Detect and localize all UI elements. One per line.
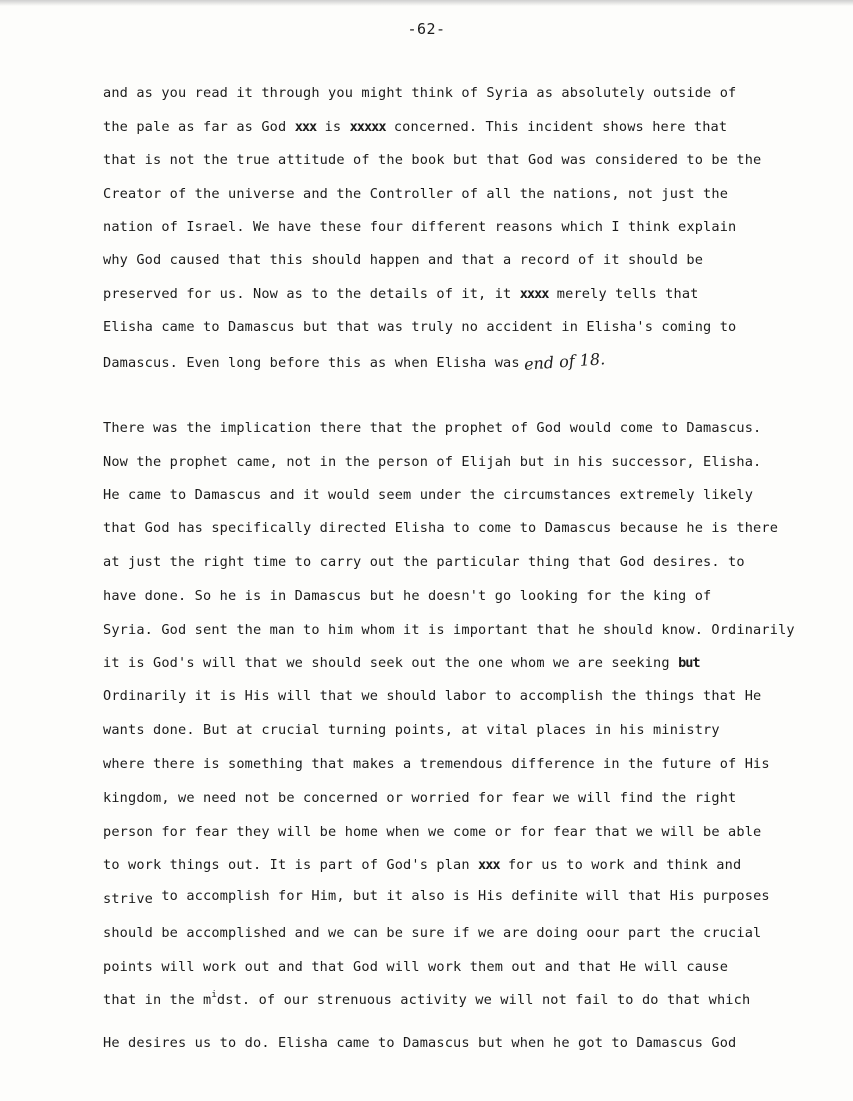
text-segment: kingdom, we need not be concerned or worried for fear we will find the right (103, 790, 737, 806)
text-segment: and as you read it through you might think of Syria as absolutely outside of (103, 85, 737, 101)
text-line (103, 254, 703, 268)
text-line (103, 792, 736, 806)
struck-out-text: xxxx (519, 286, 549, 302)
text-segment: is (316, 119, 350, 135)
text-segment: it is God's will that we should seek out the one whom we are seeking (103, 655, 679, 671)
text-line (103, 349, 606, 374)
text-line (103, 422, 761, 436)
text-line (103, 961, 728, 975)
page-number: -62- (407, 20, 446, 38)
text-line (103, 489, 753, 503)
text-segment: Creator of the universe and the Controller of all the nations, not just the (103, 186, 729, 202)
text-segment: Damascus. Even long before this as when Elisha was (103, 355, 520, 371)
text-line (103, 522, 778, 536)
text-line (103, 121, 727, 135)
text-line (103, 624, 795, 638)
text-segment: to accomplish for Him, but it also is His definite will that His purposes (153, 888, 770, 904)
text-line (103, 990, 751, 1008)
text-segment: have done. So he is in Damascus but he doesn't go looking for the king of (103, 588, 712, 604)
text-line (103, 826, 761, 840)
text-segment: that in the m (103, 992, 212, 1008)
text-line (103, 456, 761, 470)
text-line (103, 87, 736, 101)
struck-out-text: xxxxx (349, 119, 386, 135)
text-segment: He came to Damascus and it would seem under the circumstances extremely likely (103, 487, 754, 503)
text-line (103, 590, 711, 604)
text-segment: merely tells that (548, 286, 699, 302)
text-segment: Syria. God sent the man to him whom it is important that he should know. Ordinarily (103, 622, 795, 638)
struck-out-text: xxx (294, 119, 317, 135)
text-segment: He desires us to do. Elisha came to Damascus but when he got to Damascus God (103, 1035, 737, 1051)
text-segment: Ordinarily it is His will that we should labor to accomplish the things that He (103, 688, 762, 704)
text-segment: dst. of our strenuous activity we will not fail to do that which (216, 992, 751, 1008)
text-segment: for us to work and think and (499, 857, 742, 873)
text-segment: preserved for us. Now as to the details of it, it (103, 286, 520, 302)
text-line (103, 758, 770, 772)
text-line (103, 288, 698, 302)
text-segment: wants done. But at crucial turning points, at vital places in his ministry (103, 722, 720, 738)
text-line (103, 1037, 736, 1051)
text-line (103, 657, 700, 671)
text-line (103, 859, 741, 873)
text-segment: nation of Israel. We have these four different reasons which I think explain (103, 219, 737, 235)
text-line (103, 188, 728, 202)
text-segment: There was the implication there that the prophet of God would come to Damascus. (103, 420, 762, 436)
text-line (103, 927, 761, 941)
page-top-edge (0, 0, 853, 6)
text-segment: points will work out and that God will work them out and that He will cause (103, 959, 729, 975)
text-line (103, 556, 745, 570)
text-segment: concerned. This incident shows here that (385, 119, 728, 135)
text-line (103, 221, 736, 235)
text-segment: at just the right time to carry out the particular thing that God desires. to (103, 554, 745, 570)
text-segment: where there is something that makes a tremendous difference in the future of His (103, 756, 770, 772)
text-line (103, 690, 761, 704)
text-segment: Now the prophet came, not in the person of Elijah but in his successor, Elisha. (103, 454, 762, 470)
struck-out-text: xxx (478, 857, 500, 873)
text-segment: the pale as far as God (103, 119, 295, 135)
text-segment: to work things out. It is part of God's plan (103, 857, 479, 873)
text-segment: why God caused that this should happen and that a record of it should be (103, 252, 704, 268)
text-line (103, 888, 770, 907)
text-line (103, 154, 761, 168)
text-segment: that is not the true attitude of the book but that God was considered to be the (103, 152, 762, 168)
text-segment: that God has specifically directed Elisha to come to Damascus because he is there (103, 520, 779, 536)
handwritten-note: end of 18. (523, 349, 606, 374)
struck-out-text: but (678, 655, 700, 671)
text-segment: should be accomplished and we can be sure if we are doing oour part the crucial (103, 925, 762, 941)
text-line (103, 321, 736, 335)
text-segment: Elisha came to Damascus but that was truly no accident in Elisha's coming to (103, 319, 737, 335)
text-line (103, 724, 720, 738)
inserted-letter: i (211, 990, 217, 1000)
text-segment: person for fear they will be home when we come or for fear that we will be able (103, 824, 762, 840)
text-segment: strive (103, 891, 154, 907)
